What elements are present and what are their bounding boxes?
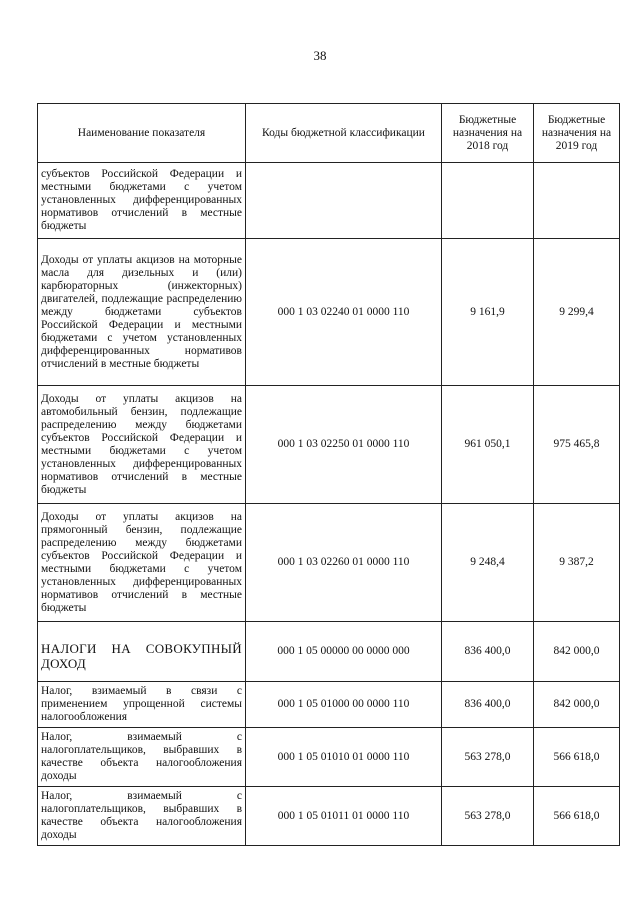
value-2019: 9 299,4	[534, 239, 620, 386]
value-2019: 975 465,8	[534, 386, 620, 504]
value-2019	[534, 163, 620, 239]
table-row	[38, 728, 620, 787]
value-2019: 9 387,2	[534, 504, 620, 622]
indicator-name: НАЛОГИ НА СОВОКУПНЫЙ ДОХОД	[38, 622, 246, 682]
indicator-name: Налог, взимаемый в связи с применением упрощенной системы налогообложения	[38, 682, 246, 728]
value-2018: 9 161,9	[442, 239, 534, 386]
table-row	[38, 504, 620, 622]
budget-code	[246, 163, 442, 239]
budget-code: 000 1 03 02240 01 0000 110	[246, 239, 442, 386]
value-2018: 9 248,4	[442, 504, 534, 622]
budget-code: 000 1 03 02250 01 0000 110	[246, 386, 442, 504]
indicator-name: Налог, взимаемый с налогоплательщиков, выбравших в качестве объекта налогообложения доходы	[38, 787, 246, 846]
header-code: Коды бюджетной классификации	[246, 104, 442, 163]
header-2018: Бюджетные назначения на 2018 год	[442, 104, 534, 163]
table-row	[38, 787, 620, 846]
value-2018	[442, 163, 534, 239]
page-number: 38	[313, 48, 327, 63]
budget-code: 000 1 05 01010 01 0000 110	[246, 728, 442, 787]
budget-code: 000 1 05 00000 00 0000 000	[246, 622, 442, 682]
indicator-name: Налог, взимаемый с налогоплательщиков, выбравших в качестве объекта налогообложения доходы	[38, 728, 246, 787]
budget-code: 000 1 03 02260 01 0000 110	[246, 504, 442, 622]
table-row	[38, 239, 620, 386]
indicator-name: Доходы от уплаты акцизов на прямогонный бензин, подлежащие распределению между бюджетами субъектов Российской Федерации и местными бюджетами с учетом установленных дифференцированных нормативов отчислений в местные бюджеты	[38, 504, 246, 622]
table-row	[38, 622, 620, 682]
budget-table	[37, 103, 620, 846]
value-2018: 836 400,0	[442, 622, 534, 682]
budget-code: 000 1 05 01000 00 0000 110	[246, 682, 442, 728]
table-header-row	[38, 104, 620, 163]
table-row	[38, 682, 620, 728]
indicator-name: Доходы от уплаты акцизов на моторные масла для дизельных и (или) карбюраторных (инжекторных) двигателей, подлежащие распределению между бюджетами субъектов Российской Федерации и местными бюджетами с учетом установленных дифференцированных нормативов отчислений в местные бюджеты	[38, 239, 246, 386]
indicator-name: субъектов Российской Федерации и местными бюджетами с учетом установленных дифференцированных нормативов отчислений в местные бюджеты	[38, 163, 246, 239]
table-row	[38, 386, 620, 504]
value-2019: 842 000,0	[534, 682, 620, 728]
header-name: Наименование показателя	[38, 104, 246, 163]
budget-code: 000 1 05 01011 01 0000 110	[246, 787, 442, 846]
value-2018: 961 050,1	[442, 386, 534, 504]
table-row	[38, 163, 620, 239]
value-2019: 842 000,0	[534, 622, 620, 682]
header-2019: Бюджетные назначения на 2019 год	[534, 104, 620, 163]
value-2019: 566 618,0	[534, 787, 620, 846]
value-2018: 563 278,0	[442, 787, 534, 846]
indicator-name: Доходы от уплаты акцизов на автомобильный бензин, подлежащие распределению между бюджетами субъектов Российской Федерации и местными бюджетами с учетом установленных дифференцированных нормативов отчислений в местные бюджеты	[38, 386, 246, 504]
value-2018: 563 278,0	[442, 728, 534, 787]
value-2019: 566 618,0	[534, 728, 620, 787]
value-2018: 836 400,0	[442, 682, 534, 728]
